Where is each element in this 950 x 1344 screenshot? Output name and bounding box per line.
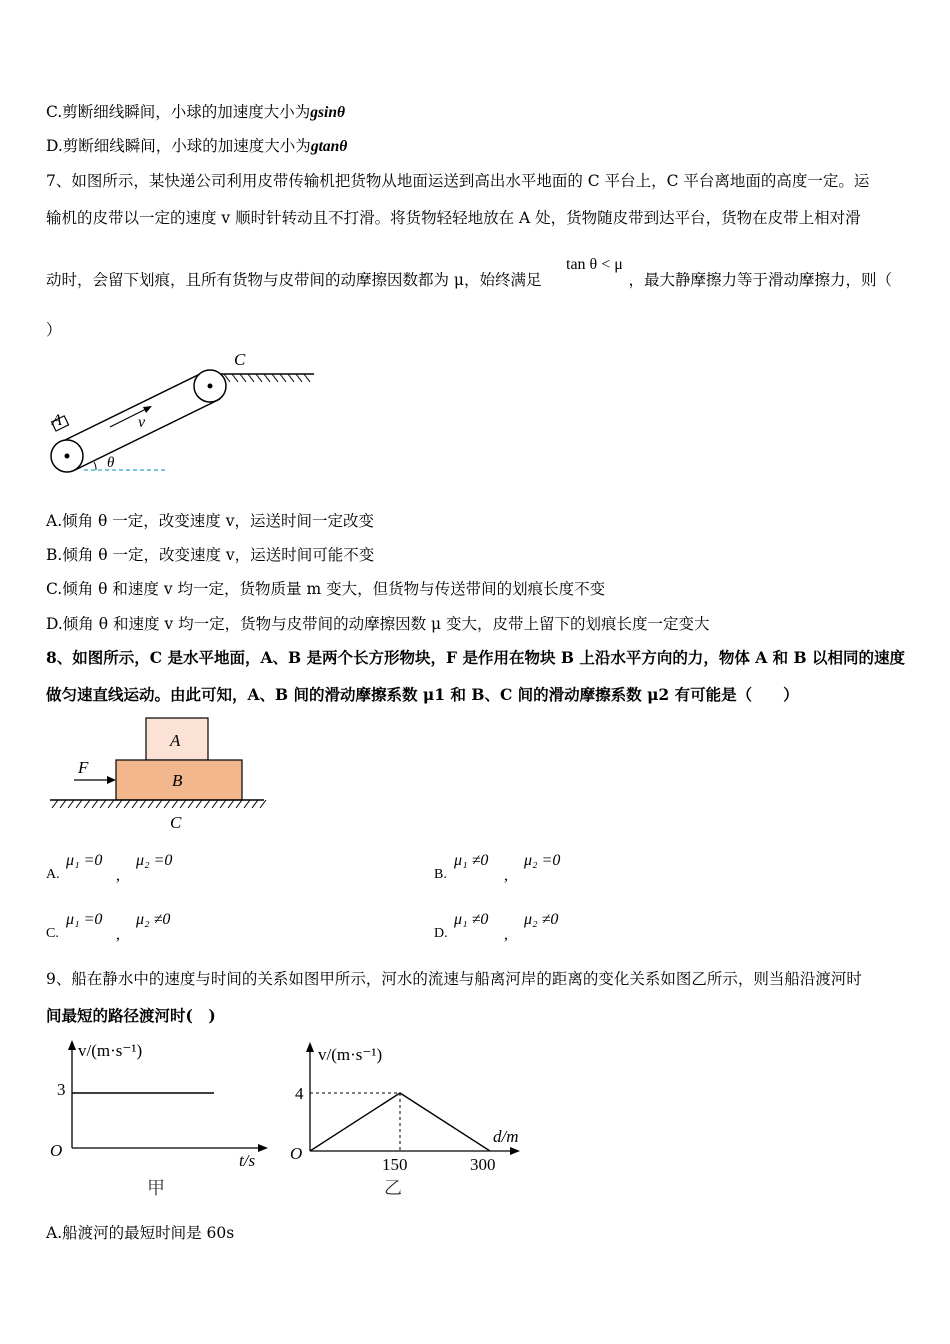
q8-stem-line1: 8、如图所示，C 是水平地面，A、B 是两个长方形物块，F 是作用在物块 B 上沿水平方向的力，物体 A 和 B 以相同的速度	[46, 648, 906, 667]
q8-option-c-sep: ,	[116, 926, 120, 943]
q8-option-b-mu2: μ₂ =0	[524, 852, 561, 869]
q9-jia-xlabel: t/s	[239, 1151, 256, 1170]
q8-option-c-mu1: μ₁ =0	[66, 911, 103, 928]
q9-jia-caption: 甲	[147, 1178, 165, 1198]
q8-option-d-sep: ,	[504, 926, 508, 943]
q7-stem-line3	[46, 270, 892, 290]
q8-label-f: F	[78, 758, 89, 777]
q7-condition-math: tan θ < μ	[566, 256, 623, 273]
q8-ground-hatch	[52, 800, 266, 808]
q7-belt-top	[59, 372, 204, 443]
q7-label-v: v	[138, 414, 146, 431]
q9-yi-ytick: 4	[295, 1084, 304, 1103]
q9-option-a: A.船渡河的最短时间是 60s	[46, 1224, 235, 1242]
q7-stem-line3a: 动时，会留下划痕，且所有货物与皮带间的动摩擦因数都为 μ，始终满足	[46, 271, 542, 289]
q9-yi-caption: 乙	[384, 1178, 402, 1198]
q7-option-c: C.倾角 θ 和速度 v 均一定，货物质量 m 变大，但货物与传送带间的划痕长度不变	[46, 580, 606, 598]
q8-option-a-letter: A.	[46, 867, 60, 882]
q8-stem-line2: 做匀速直线运动。由此可知，A、B 间的滑动摩擦系数 μ1 和 B、C 间的滑动摩擦系数 μ2 有可能是（ ）	[46, 685, 799, 704]
q8-option-b-letter: B.	[434, 867, 447, 882]
q9-yi-xtick-150: 150	[382, 1155, 408, 1174]
q9-stem-line1: 9、船在静水中的速度与时间的关系如图甲所示，河水的流速与船离河岸的距离的变化关系如图乙所示，则当船沿渡河时	[46, 970, 862, 988]
q8-option-b-sep: ,	[504, 867, 508, 884]
q7-label-a: A	[52, 412, 62, 429]
q9-yi-xlabel: d/m	[493, 1127, 519, 1146]
q9-jia-ylabel: v/(m·s⁻¹)	[78, 1041, 143, 1060]
q8-option-c-letter: C.	[46, 926, 59, 941]
q8-label-b: B	[172, 771, 183, 790]
q7-stem-line1: 7、如图所示，某快递公司利用皮带传输机把货物从地面运送到高出水平地面的 C 平台上，C 平台离地面的高度一定。运	[46, 172, 870, 190]
q7-conveyor-figure	[44, 345, 324, 480]
q6-option-d-math: gtanθ	[310, 138, 348, 155]
q8-option-c-mu2: μ₂ ≠0	[136, 911, 171, 928]
q7-stem-line2: 输机的皮带以一定的速度 v 顺时针转动且不打滑。将货物轻轻地放在 A 处，货物随皮带到达平台，货物在皮带上相对滑	[46, 209, 861, 227]
q7-stem-line3b: ，最大静摩擦力等于滑动摩擦力，则（	[628, 271, 893, 289]
q8-option-d-mu2: μ₂ ≠0	[524, 911, 559, 928]
q8-option-b-mu1: μ₁ ≠0	[454, 852, 489, 869]
q7-option-b: B.倾角 θ 一定，改变速度 v，运送时间可能不变	[46, 546, 375, 564]
q6-option-c	[46, 102, 345, 123]
q6-option-c-math: gsinθ	[310, 104, 346, 121]
q9-figure-jia	[44, 1036, 274, 1206]
q7-stem-line4: ）	[46, 321, 62, 339]
q6-option-c-text: C.剪断细线瞬间，小球的加速度大小为	[46, 103, 311, 121]
q7-option-d: D.倾角 θ 和速度 v 均一定，货物与皮带间的动摩擦因数 μ 变大，皮带上留下的划痕长度一定变大	[46, 615, 710, 633]
q9-stem-line2: 间最短的路径渡河时( )	[46, 1006, 216, 1025]
q8-option-d-mu1: μ₁ ≠0	[454, 911, 489, 928]
q8-label-c: C	[170, 813, 182, 832]
q8-option-a-mu1: μ₁ =0	[66, 852, 103, 869]
q7-option-a: A.倾角 θ 一定，改变速度 v，运送时间一定改变	[46, 512, 374, 530]
q8-option-a-sep: ,	[116, 867, 120, 884]
q9-figure-yi	[286, 1036, 536, 1206]
q6-option-d-text: D.剪断细线瞬间，小球的加速度大小为	[46, 137, 311, 155]
q9-yi-xtick-300: 300	[470, 1155, 496, 1174]
q9-jia-origin: O	[50, 1141, 63, 1160]
q9-yi-origin: O	[290, 1144, 303, 1163]
q8-option-a-mu2: μ₂ =0	[136, 852, 173, 869]
q8-blocks-figure	[44, 715, 274, 835]
q9-yi-ylabel: v/(m·s⁻¹)	[318, 1045, 383, 1064]
q8-label-a: A	[170, 731, 181, 750]
q8-option-d-letter: D.	[434, 926, 448, 941]
q9-jia-ytick: 3	[57, 1080, 66, 1099]
q6-option-d	[46, 136, 347, 157]
q7-label-c: C	[234, 350, 246, 369]
q7-platform-hatch	[216, 374, 310, 382]
q7-label-theta: θ	[107, 455, 115, 471]
